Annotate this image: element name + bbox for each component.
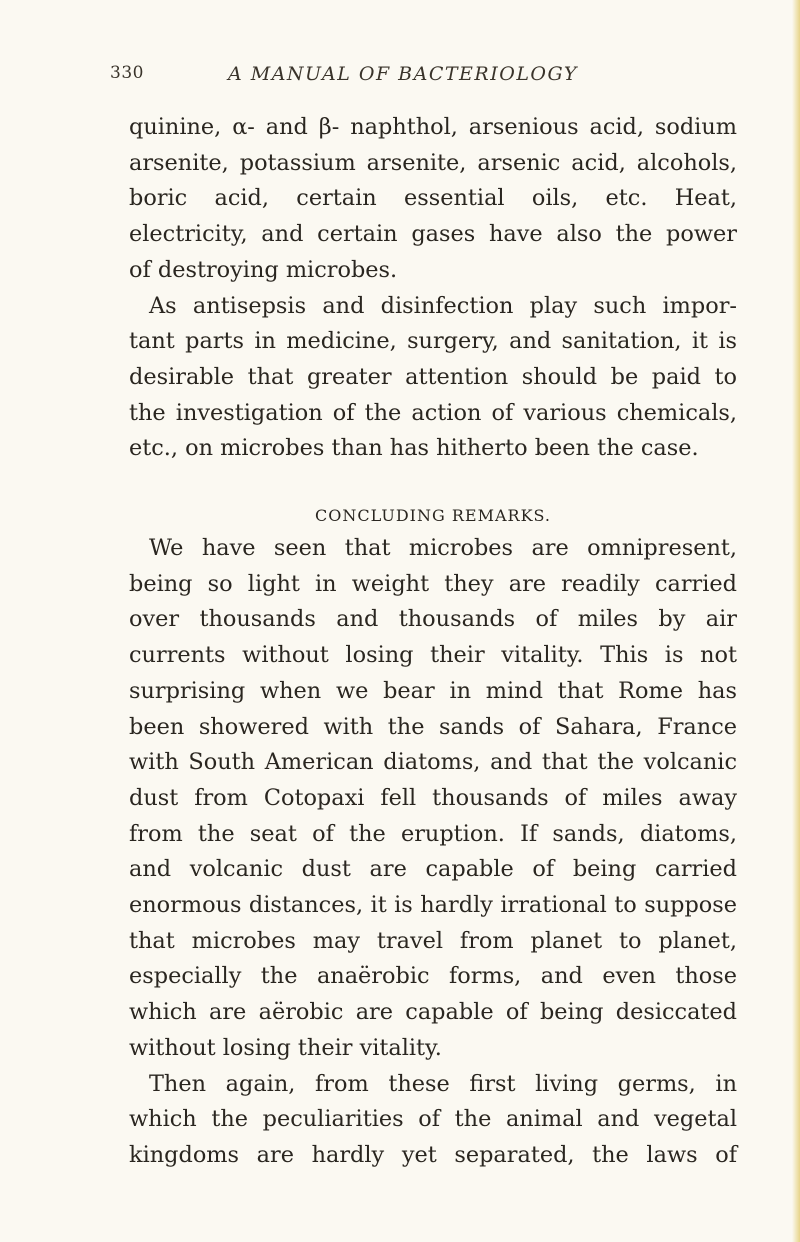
paragraph-3-line: which are aërobic are capable of being desiccated	[129, 999, 737, 1026]
page-header	[110, 63, 670, 93]
paragraph-3-line: surprising when we bear in mind that Rome has	[129, 677, 737, 704]
paragraph-3-line: enormous distances, it is hardly irrational to suppose	[129, 892, 737, 919]
paragraph-4-line: which the peculiarities of the animal and vegetal	[129, 1106, 737, 1133]
paragraph-2-line: tant parts in medicine, surgery, and sanitation, it is	[129, 328, 737, 355]
paragraph-3-line: from the seat of the eruption. If sands, diatoms,	[129, 820, 737, 847]
paragraph-1-line: of destroying microbes.	[129, 256, 398, 283]
paragraph-3-line: been showered with the sands of Sahara, France	[129, 713, 737, 740]
paragraph-2-line: As antisepsis and disinfection play such impor-	[149, 292, 737, 319]
paragraph-4-line: kingdoms are hardly yet separated, the laws of	[129, 1141, 737, 1168]
paragraph-3-line: being so light in weight they are readily carried	[129, 570, 737, 597]
paragraph-3-line: dust from Cotopaxi fell thousands of miles away	[129, 784, 737, 811]
paragraph-3-line: with South American diatoms, and that the volcanic	[129, 749, 737, 776]
paragraph-2-line: the investigation of the action of various chemicals,	[129, 399, 737, 426]
paragraph-1-line: quinine, α- and β- naphthol, arsenious acid, sodium	[129, 114, 737, 140]
paragraph-4-line: Then again, from these first living germs, in	[149, 1070, 737, 1097]
paragraph-3-line: currents without losing their vitality. This is not	[129, 642, 737, 669]
paragraph-3-line: especially the anaërobic forms, and even those	[129, 963, 737, 990]
text-block-upper	[129, 110, 737, 467]
text-block-lower	[129, 531, 737, 1174]
paragraph-2-line: desirable that greater attention should be paid to	[129, 363, 737, 390]
running-title: A MANUAL OF BACTERIOLOGY	[228, 63, 578, 85]
paragraph-3-line: that microbes may travel from planet to planet,	[129, 927, 737, 954]
paragraph-2-line: etc., on microbes than has hitherto been the case.	[129, 435, 699, 462]
paragraph-3-line: over thousands and thousands of miles by air	[129, 606, 737, 633]
paragraph-1-line: electricity, and certain gases have also the power	[129, 221, 737, 248]
paragraph-1-line: arsenite, potassium arsenite, arsenic acid, alcohols,	[129, 149, 737, 176]
page-number: 330	[110, 63, 144, 83]
paragraph-3-line: We have seen that microbes are omnipresent,	[149, 535, 737, 561]
paragraph-3-line: and volcanic dust are capable of being carried	[129, 856, 737, 883]
section-heading: CONCLUDING REMARKS.	[315, 506, 551, 525]
page-edge	[792, 0, 800, 1242]
paragraph-1-line: boric acid, certain essential oils, etc. Heat,	[129, 185, 737, 212]
paragraph-3-line: without losing their vitality.	[129, 1034, 442, 1061]
